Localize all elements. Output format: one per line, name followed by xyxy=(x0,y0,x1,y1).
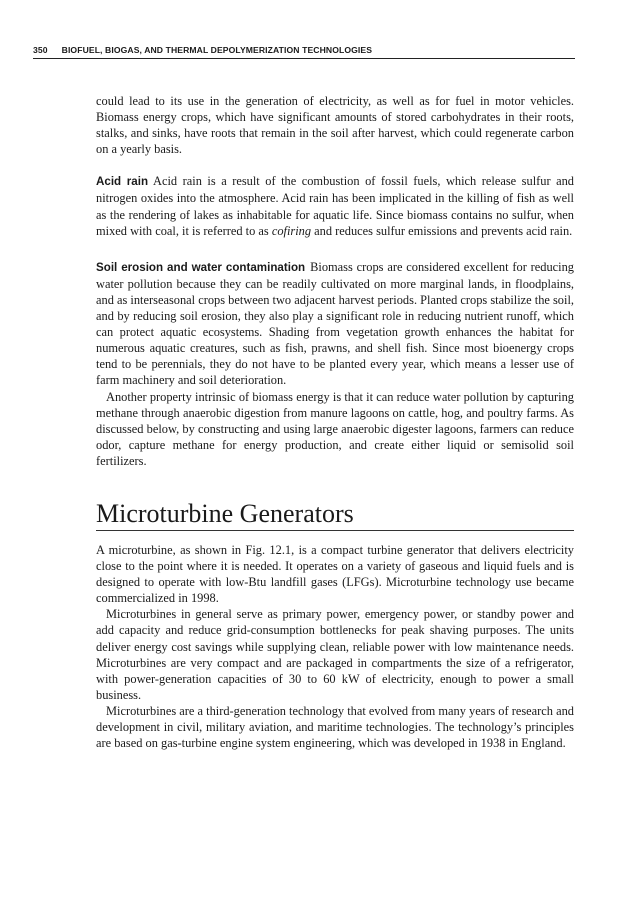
soil-erosion-text: Biomass crops are considered excellent for reducing water pollution because they can be readily cultivated on more marginal lands, in floodplains, and as interseasonal crops between two adjacent harvest periods. Planted crops stabilize the soil, and by reducing soil erosion, they also play a significant role in reducing nutrient runoff, which can protect aquatic ecosystems. Shading from vegetation growth enhances the habitat for numerous aquatic creatures, such as fish, prawns, and shell fish. Since most bioenergy crops tend to be perennials, they do not have to be planted every year, which means a lesser use of farm machinery and soil deterioration. xyxy=(96,259,575,388)
paragraph-methane: Another property intrinsic of biomass energy is that it can reduce water pollution by capturing methane through anaerobic digestion from manure lagoons on cattle, hog, and poultry farms. As discussed below, by constructing and using large anaerobic digester lagoons, farmers can reduce odor, capture methane for energy production, and create either liquid or semisolid soil fertilizers. xyxy=(96,389,574,468)
soil-erosion-heading: Soil erosion and water contamination xyxy=(96,260,306,274)
paragraph-carbon: could lead to its use in the generation of electricity, as well as for fuel in motor vehicles. Biomass energy crops, which have significant amounts of stored carbohydrates in their roots, stalks, and sinks, have roots that remain in the soil after harvest, which could regenerate carbon on a yearly basis. xyxy=(96,94,574,157)
section-paragraph-3: Microturbines are a third-generation technology that evolved from many years of research and development in civil, military aviation, and maritime technologies. The technology’s principles are based on gas-turbine engine system engineering, which was developed in 1938 in England. xyxy=(96,703,574,751)
paragraph-acid-rain xyxy=(96,173,574,238)
cofiring-term: cofiring xyxy=(271,223,312,238)
section-title: Microturbine Generators xyxy=(96,499,574,531)
page-number: 350 xyxy=(33,45,48,55)
running-title: BIOFUEL, BIOGAS, AND THERMAL DEPOLYMERIZATION TECHNOLOGIES xyxy=(61,45,373,55)
acid-rain-text-after: and reduces sulfur emissions and prevents acid rain. xyxy=(311,223,573,238)
paragraph-gap xyxy=(96,157,574,173)
paragraph-gap xyxy=(96,239,574,259)
running-head xyxy=(33,45,575,59)
acid-rain-heading: Acid rain xyxy=(96,175,149,189)
acid-rain-text-before: Acid rain is a result of the combustion of fossil fuels, which release sulfur and nitrogen oxides into the atmosphere. Acid rain has been implicated in the killing of fish as well as the rendering of lakes as inhabitable for aquatic life. Since biomass contains no sulfur, when mixed with coal, it is referred to as xyxy=(96,174,574,238)
body-text xyxy=(96,93,574,751)
section-paragraph-2: Microturbines in general serve as primary power, emergency power, or standby power and add capacity and reduce grid-consumption bottlenecks for peak shaving purposes. The units deliver energy cost savings while supplying clean, reliable power with low maintenance needs. Microturbines are very compact and are packaged in compartments the size of a refrigerator, with power-generation capacities of 30 to 60 kW of electricity, enough to power a small business. xyxy=(96,607,574,702)
section-paragraph-1: A microturbine, as shown in Fig. 12.1, is a compact turbine generator that delivers electricity close to the point where it is needed. It operates on a variety of gaseous and liquid fuels and is designed to operate with low-Btu landfill gases (LFGs). Microturbine technology use became commercialized in 1998. xyxy=(96,542,574,606)
paragraph-soil-erosion xyxy=(96,259,574,389)
